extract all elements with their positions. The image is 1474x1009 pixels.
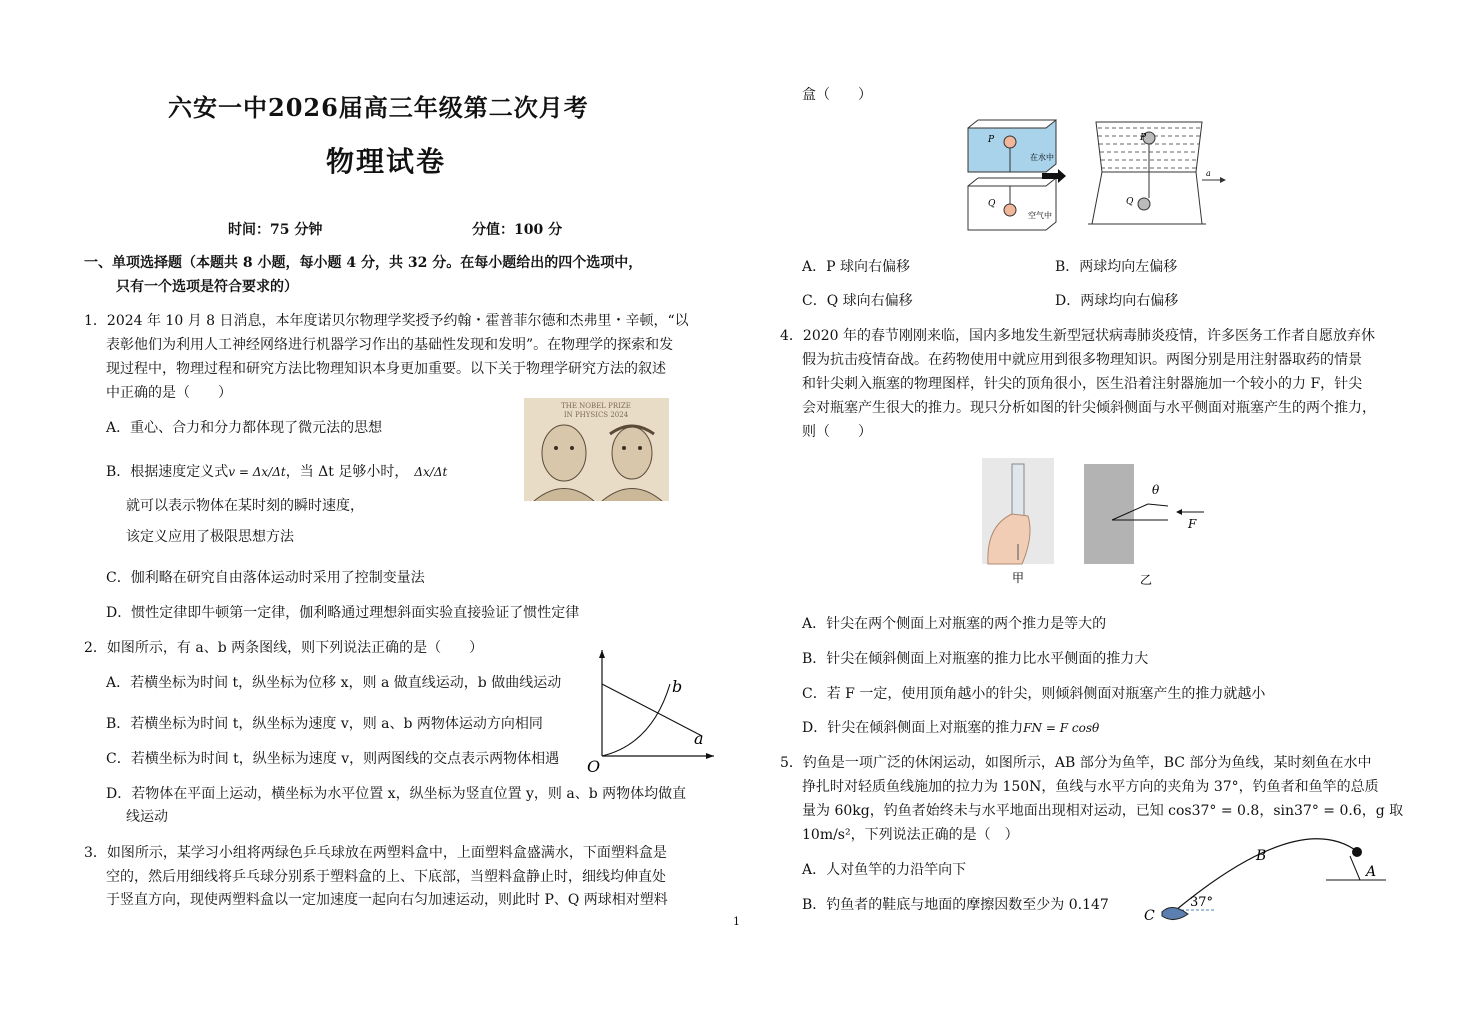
q3-stem-cont: 盒（ ）: [802, 87, 872, 103]
q4-stem-line: 则（ ）: [802, 424, 872, 440]
label-yi: 乙: [1140, 573, 1153, 587]
q1-option-b: B．根据速度定义式v = Δx/Δt，当 Δt 足够小时， Δx/Δt: [106, 464, 448, 480]
svg-text:P: P: [1140, 133, 1147, 143]
q3-option-b: B．两球均向左偏移: [1055, 259, 1178, 275]
q2-option-d-cont: 线运动: [126, 809, 168, 825]
q4-formula: FN = F cosθ: [1023, 721, 1100, 735]
q4-stem-line: 假为抗击疫情奋战。在药物使用中就应用到很多物理知识。两图分别是用注射器取药的情景: [802, 352, 1362, 368]
label-theta: θ: [1152, 483, 1160, 497]
nobel-laureates-image: [524, 398, 669, 501]
label-a: A: [1366, 864, 1377, 880]
q1-option-c: C．伽利略在研究自由落体运动时采用了控制变量法: [106, 570, 425, 586]
svg-text:空气中: 空气中: [1028, 211, 1052, 220]
label-c: C: [1144, 908, 1155, 924]
q4-option-b: B．针尖在倾斜侧面上对瓶塞的推力比水平侧面的推力大: [802, 651, 1149, 667]
q4-stem-line: 和针尖刺入瓶塞的物理图样，针尖的顶角很小，医生沿着注射器施加一个较小的力 F，针尖: [802, 376, 1363, 392]
svg-text:Q: Q: [988, 199, 996, 209]
page-number: 1: [733, 915, 740, 928]
ratio-formula: Δx/Δt: [414, 465, 448, 479]
q3-stem-line: 于竖直方向，现使两塑料盒以一定加速度一起向右匀加速运动，则此时 P、Q 两球相对塑料: [106, 892, 668, 908]
q3-figure: [966, 118, 1228, 232]
q4-option-a: A．针尖在两个侧面上对瓶塞的两个推力是等大的: [802, 616, 1107, 632]
label-a: a: [694, 729, 704, 748]
q3-option-c: C．Q 球向右偏移: [802, 293, 913, 309]
q5-stem-line: 5．钓鱼是一项广泛的休闲运动，如图所示，AB 部分为鱼竿，BC 部分为鱼线，某时刻鱼在水中: [780, 755, 1372, 771]
q5-fishing-figure: [1140, 828, 1390, 928]
q4-option-c: C．若 F 一定，使用顶角越小的针尖，则倾斜侧面对瓶塞产生的推力就越小: [802, 686, 1266, 702]
label-origin: O: [587, 757, 601, 774]
q2-option-b: B．若横坐标为时间 t，纵坐标为速度 v，则 a、b 两物体运动方向相同: [106, 716, 543, 732]
q4-figure: [982, 456, 1214, 588]
exam-title: 六安一中2026届高三年级第二次月考: [168, 93, 589, 122]
q1-stem-line: 中正确的是（ ）: [106, 385, 232, 401]
velocity-formula: v = Δx/Δt: [228, 465, 286, 479]
q3-stem-line: 空的，然后用细线将乒乓球分别系于塑料盒的上、下底部，当塑料盒静止时，细线均伸直处: [106, 869, 666, 885]
subject-title: 物理试卷: [326, 145, 447, 178]
q2-graph: [582, 644, 720, 774]
q2-stem: 2．如图所示，有 a、b 两条图线，则下列说法正确的是（ ）: [84, 640, 484, 656]
q4-option-d: D．针尖在倾斜侧面上对瓶塞的推力FN = F cosθ: [802, 720, 1100, 736]
q3-option-d: D．两球均向右偏移: [1055, 293, 1179, 309]
q1-option-b-cont: 就可以表示物体在某时刻的瞬时速度，: [126, 498, 364, 514]
q4-stem-line: 4．2020 年的春节刚刚来临，国内多地发生新型冠状病毒肺炎疫情，许多医务工作者自愿放弃休: [780, 328, 1375, 344]
nobel-caption-line2: IN PHYSICS 2024: [563, 411, 629, 419]
q2-option-c: C．若横坐标为时间 t，纵坐标为速度 v，则两图线的交点表示两物体相遇: [106, 751, 560, 767]
q1-stem-line: 1．2024 年 10 月 8 日消息，本年度诺贝尔物理学奖授予约翰・霍普菲尔德和杰弗里・辛顿，“以: [84, 313, 689, 329]
q2-option-a: A．若横坐标为时间 t，纵坐标为位移 x，则 a 做直线运动，b 做曲线运动: [106, 675, 562, 691]
q5-option-b: B．钓鱼者的鞋底与地面的摩擦因数至少为 0.147: [802, 897, 1109, 913]
section1-heading-cont: 只有一个选项是符合要求的）: [116, 279, 298, 295]
label-b: b: [672, 677, 683, 696]
exam-score: 分值：100 分: [472, 222, 563, 238]
label-b: B: [1256, 848, 1267, 864]
section1-heading: 一、单项选择题（本题共 8 小题，每小题 4 分，共 32 分。在每小题给出的四个选项中，: [84, 255, 643, 271]
svg-text:P: P: [988, 135, 995, 145]
exam-time: 时间：75 分钟: [228, 222, 323, 238]
fishing-rod: [1350, 856, 1360, 880]
nobel-caption-line1: THE NOBEL PRIZE: [561, 402, 631, 410]
q3-option-a: A．P 球向右偏移: [802, 259, 910, 275]
q1-stem-line: 表彰他们为利用人工神经网络进行机器学习作出的基础性发现和发明”。在物理学的探索和发: [106, 337, 674, 353]
q5-stem-line: 量为 60kg，钓鱼者始终未与水平地面出现相对运动，已知 cos37° = 0.8，sin37° = 0.6，g 取: [802, 803, 1404, 819]
q5-option-a: A．人对鱼竿的力沿竿向下: [802, 862, 967, 878]
q1-option-a: A．重心、合力和分力都体现了微元法的思想: [106, 420, 383, 436]
label-jia: 甲: [1012, 571, 1025, 585]
curve-b: [602, 684, 670, 756]
label-force: F: [1188, 517, 1197, 531]
q1-stem-line: 现过程中，物理过程和研究方法比物理知识本身更加重要。以下关于物理学研究方法的叙述: [106, 361, 666, 377]
label-angle: 37°: [1190, 895, 1214, 910]
q1-option-d: D．惯性定律即牛顿第一定律，伽利略通过理想斜面实验直接验证了惯性定律: [106, 605, 580, 621]
line-a: [602, 684, 702, 736]
q4-stem-line: 会对瓶塞产生很大的推力。现只分析如图的针尖倾斜侧面与水平侧面对瓶塞产生的两个推力，: [802, 400, 1376, 416]
q3-stem-line: 3．如图所示，某学习小组将两绿色乒乓球放在两塑料盒中，上面塑料盒盛满水，下面塑料盒是: [84, 845, 667, 861]
svg-text:a: a: [1206, 169, 1211, 178]
q5-stem-line: 10m/s²，下列说法正确的是（ ）: [802, 827, 1019, 843]
svg-text:Q: Q: [1126, 197, 1134, 207]
q5-stem-line: 挣扎时对轻质鱼线施加的拉力为 150N，鱼线与水平方向的夹角为 37°，钓鱼者和鱼竿的总质: [802, 779, 1379, 795]
q2-option-d: D．若物体在平面上运动，横坐标为水平位置 x，纵坐标为竖直位置 y，则 a、b 两物体均做直: [106, 786, 687, 802]
svg-text:在水中: 在水中: [1030, 153, 1054, 162]
q1-option-b-cont: 该定义应用了极限思想方法: [126, 529, 294, 545]
